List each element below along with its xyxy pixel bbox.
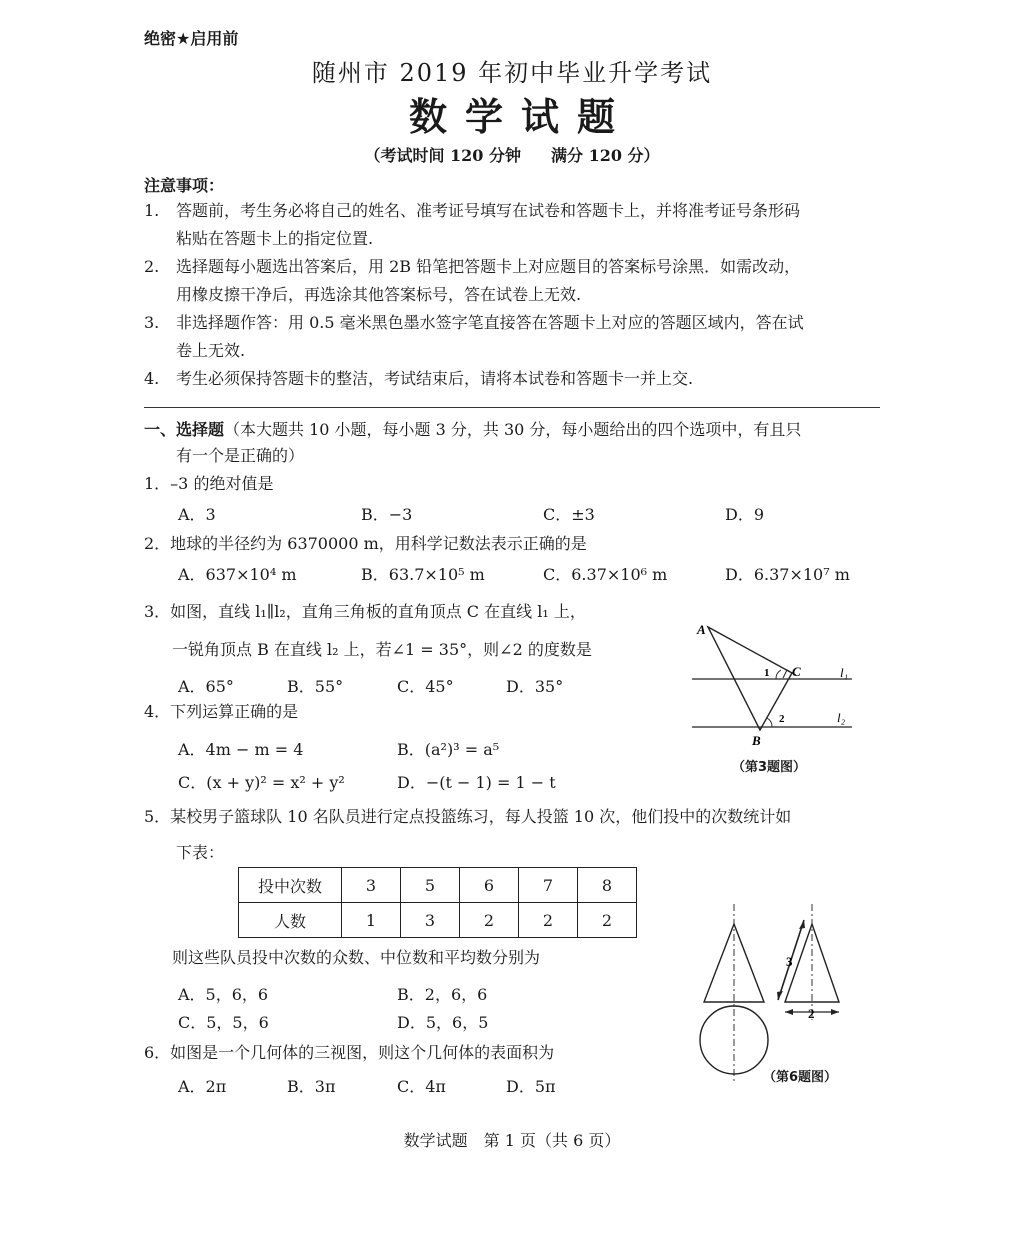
exam-score: 满分 120 分） bbox=[551, 146, 660, 165]
exam-title: 随州市 2019 年初中毕业升学考试 bbox=[311, 59, 713, 87]
q3-option-a: A．65° bbox=[178, 677, 234, 696]
question-5-stem: 下表： bbox=[176, 843, 225, 862]
q6-option-b: B．3π bbox=[287, 1077, 336, 1096]
q4-option-d: D．−(t − 1) = 1 − t bbox=[397, 773, 556, 792]
q4-option-c: C．(x + y)² = x² + y² bbox=[178, 773, 345, 792]
label-slant-length: 3 bbox=[786, 954, 793, 969]
question-3-stem: 一锐角顶点 B 在直线 l₂ 上，若∠1 = 35°，则∠2 的度数是 bbox=[172, 640, 592, 659]
question-6-stem: 6．如图是一个几何体的三视图，则这个几何体的表面积为 bbox=[144, 1043, 555, 1062]
section-description: 有一个是正确的） bbox=[176, 446, 305, 465]
q6-option-c: C．4π bbox=[397, 1077, 446, 1096]
table-cell: 2 bbox=[578, 903, 637, 938]
notice-item-text: 粘贴在答题卡上的指定位置. bbox=[176, 229, 374, 248]
label-point-b: B bbox=[752, 733, 761, 748]
table-header-cell: 人数 bbox=[239, 903, 342, 938]
notice-item-text: 答题前，考生务必将自己的姓名、准考证号填写在试卷和答题卡上，并将准考证号条形码 bbox=[176, 201, 801, 220]
q5-option-a: A．5，6，6 bbox=[178, 985, 269, 1004]
label-angle-1: 1 bbox=[764, 667, 770, 679]
q2-option-a: A．637×10⁴ m bbox=[178, 565, 297, 584]
arrowhead bbox=[777, 991, 783, 1000]
q2-option-c: C．6.37×10⁶ m bbox=[543, 565, 668, 584]
q1-option-b: B．−3 bbox=[361, 505, 413, 524]
q6-option-d: D．5π bbox=[506, 1077, 556, 1096]
table-cell: 2 bbox=[519, 903, 578, 938]
table-cell: 8 bbox=[578, 868, 637, 903]
q4-option-b: B．(a²)³ = a⁵ bbox=[397, 740, 500, 759]
question-1-stem: 1．–3 的绝对值是 bbox=[144, 474, 274, 493]
label-line-l1: l₁ bbox=[840, 665, 849, 680]
arrowhead bbox=[799, 920, 805, 929]
table-cell: 1 bbox=[342, 903, 401, 938]
q3-option-b: B．55° bbox=[287, 677, 344, 696]
q2-option-b: B．63.7×10⁵ m bbox=[361, 565, 485, 584]
table-cell: 3 bbox=[401, 903, 460, 938]
notice-item-text: 用橡皮擦干净后，再选涂其他答案标号，答在试卷上无效. bbox=[176, 285, 582, 304]
exam-info bbox=[0, 143, 1024, 166]
notice-item-text: 考生必须保持答题卡的整洁，考试结束后，请将本试卷和答题卡一并上交. bbox=[176, 369, 694, 388]
q6-option-a: A．2π bbox=[178, 1077, 227, 1096]
q5-option-b: B．2，6，6 bbox=[397, 985, 488, 1004]
table-cell: 7 bbox=[519, 868, 578, 903]
label-line-l2: l₂ bbox=[837, 710, 846, 725]
notice-item-number: 4. bbox=[144, 369, 160, 388]
question-3-stem: 3．如图，直线 l₁∥l₂，直角三角板的直角顶点 C 在直线 l₁ 上， bbox=[144, 602, 586, 621]
section-divider bbox=[144, 407, 880, 408]
page-footer: 数学试题 第 1 页（共 6 页） bbox=[403, 1131, 621, 1150]
q3-option-c: C．45° bbox=[397, 677, 454, 696]
q4-option-a: A．4m − m = 4 bbox=[178, 740, 304, 759]
label-angle-2: 2 bbox=[779, 713, 785, 725]
table-cell: 5 bbox=[401, 868, 460, 903]
q1-option-c: C．±3 bbox=[543, 505, 595, 524]
exam-time: （考试时间 120 分钟 bbox=[364, 146, 521, 165]
notice-heading: 注意事项： bbox=[144, 176, 225, 195]
notice-item-number: 2. bbox=[144, 257, 160, 276]
figure-6-three-views bbox=[690, 902, 870, 1087]
arrowhead bbox=[831, 1009, 839, 1015]
section-description: （本大题共 10 小题，每小题 3 分，共 30 分，每小题给出的四个选项中，有且只 bbox=[224, 420, 802, 439]
label-base-length: 2 bbox=[808, 1006, 815, 1021]
q1-option-a: A．3 bbox=[178, 505, 216, 524]
q5-option-d: D．5，6，5 bbox=[397, 1013, 489, 1032]
table-row bbox=[239, 903, 637, 938]
q5-option-c: C．5，5，6 bbox=[178, 1013, 269, 1032]
angle-1-arc bbox=[776, 670, 781, 679]
notice-item-text: 选择题每小题选出答案后，用 2B 铅笔把答题卡上对应题目的答案标号涂黑．如需改动， bbox=[176, 257, 801, 276]
angle-2-arc bbox=[767, 718, 772, 727]
q2-option-d: D．6.37×10⁷ m bbox=[725, 565, 850, 584]
figure-6-caption: （第6题图） bbox=[763, 1070, 838, 1085]
section-heading bbox=[144, 420, 801, 440]
arrowhead bbox=[785, 1009, 793, 1015]
q1-option-d: D．9 bbox=[725, 505, 765, 524]
shooting-stats-table bbox=[238, 867, 637, 938]
table-cell: 2 bbox=[460, 903, 519, 938]
table-cell: 6 bbox=[460, 868, 519, 903]
label-point-c: C bbox=[792, 664, 801, 679]
question-2-stem: 2．地球的半径约为 6370000 m，用科学记数法表示正确的是 bbox=[144, 534, 587, 553]
notice-item-number: 3. bbox=[144, 313, 160, 332]
q3-option-d: D．35° bbox=[506, 677, 564, 696]
question-5-stem: 5．某校男子篮球队 10 名队员进行定点投篮练习，每人投篮 10 次，他们投中的次数统计如 bbox=[144, 807, 792, 826]
section-title: 一、选择题 bbox=[144, 420, 225, 439]
subject-title: 数学试题 bbox=[408, 94, 633, 139]
question-5-ask: 则这些队员投中次数的众数、中位数和平均数分别为 bbox=[172, 948, 541, 967]
notice-item-text: 卷上无效. bbox=[176, 341, 246, 360]
label-point-a: A bbox=[697, 622, 706, 637]
table-row bbox=[239, 868, 637, 903]
question-4-stem: 4．下列运算正确的是 bbox=[144, 702, 299, 721]
confidential-label: 绝密★启用前 bbox=[144, 29, 239, 48]
table-cell: 3 bbox=[342, 868, 401, 903]
notice-item-number: 1. bbox=[144, 201, 160, 220]
table-header-cell: 投中次数 bbox=[239, 868, 342, 903]
notice-item-text: 非选择题作答：用 0.5 毫米黑色墨水签字笔直接答在答题卡上对应的答题区域内，答在试 bbox=[176, 313, 804, 332]
figure-3-caption: （第3题图） bbox=[732, 760, 807, 775]
